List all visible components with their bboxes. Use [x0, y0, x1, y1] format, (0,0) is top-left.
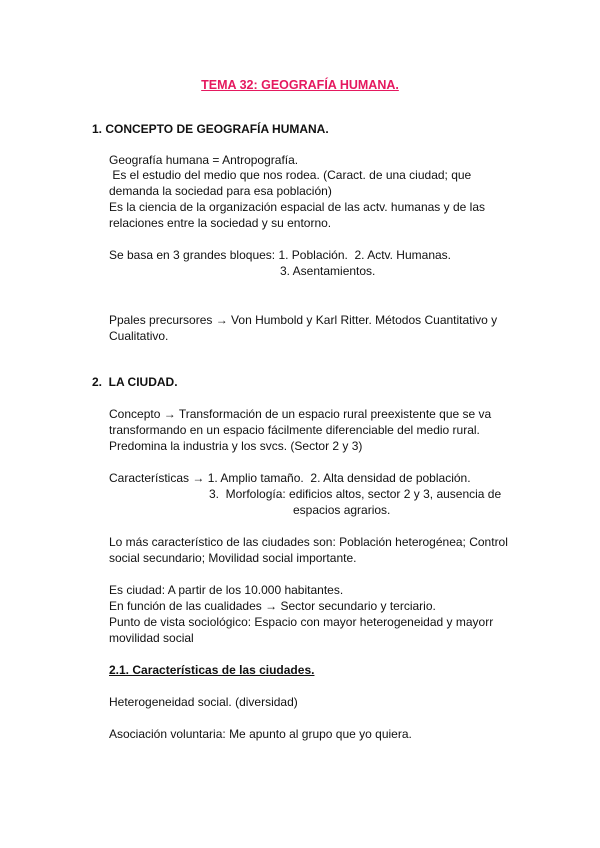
paragraph-line: Características → 1. Amplio tamaño. 2. Alta densidad de población. — [109, 471, 471, 485]
paragraph-line: transformando en un espacio fácilmente diferenciable del medio rural. — [109, 423, 480, 437]
section-2-heading: 2. LA CIUDAD. — [92, 375, 178, 389]
paragraph-line: Predomina la industria y los svcs. (Sector 2 y 3) — [109, 439, 363, 453]
document-title: TEMA 32: GEOGRAFÍA HUMANA. — [201, 78, 399, 92]
paragraph-line: Lo más característico de las ciudades son: Población heterogénea; Control — [109, 535, 508, 549]
paragraph-line: Es la ciencia de la organización espacial de las actv. humanas y de las — [109, 200, 485, 214]
paragraph-line: Ppales precursores → Von Humbold y Karl Ritter. Métodos Cuantitativo y — [109, 313, 498, 327]
paragraph-line: Geografía humana = Antropografía. — [109, 153, 299, 167]
section-1-heading: 1. CONCEPTO DE GEOGRAFÍA HUMANA. — [92, 122, 329, 136]
paragraph-line: 3. Morfología: edificios altos, sector 2 y 3, ausencia de — [209, 487, 502, 501]
paragraph-line: 3. Asentamientos. — [280, 264, 376, 278]
paragraph-line: movilidad social — [109, 631, 194, 645]
paragraph-line: Se basa en 3 grandes bloques: 1. Población. 2. Actv. Humanas. — [109, 248, 451, 262]
paragraph-line: relaciones entre la sociedad y su entorno. — [109, 216, 332, 230]
paragraph-line: En función de las cualidades → Sector secundario y terciario. — [109, 599, 436, 613]
paragraph-line: Asociación voluntaria: Me apunto al grupo que yo quiera. — [109, 727, 412, 741]
subsection-2-1-heading: 2.1. Características de las ciudades. — [109, 663, 315, 677]
paragraph-line: Es ciudad: A partir de los 10.000 habitantes. — [109, 583, 344, 597]
paragraph-line: social secundario; Movilidad social importante. — [109, 551, 357, 565]
paragraph-line: Concepto → Transformación de un espacio rural preexistente que se va — [109, 407, 492, 421]
paragraph-line: Cualitativo. — [109, 329, 169, 343]
paragraph-line: espacios agrarios. — [293, 503, 391, 517]
paragraph-line: Punto de vista sociológico: Espacio con mayor heterogeneidad y mayorr — [109, 615, 494, 629]
paragraph-line: Heterogeneidad social. (diversidad) — [109, 695, 298, 709]
paragraph-line: demanda la sociedad para esa población) — [109, 184, 332, 198]
paragraph-line: Es el estudio del medio que nos rodea. (Caract. de una ciudad; que — [109, 168, 472, 182]
